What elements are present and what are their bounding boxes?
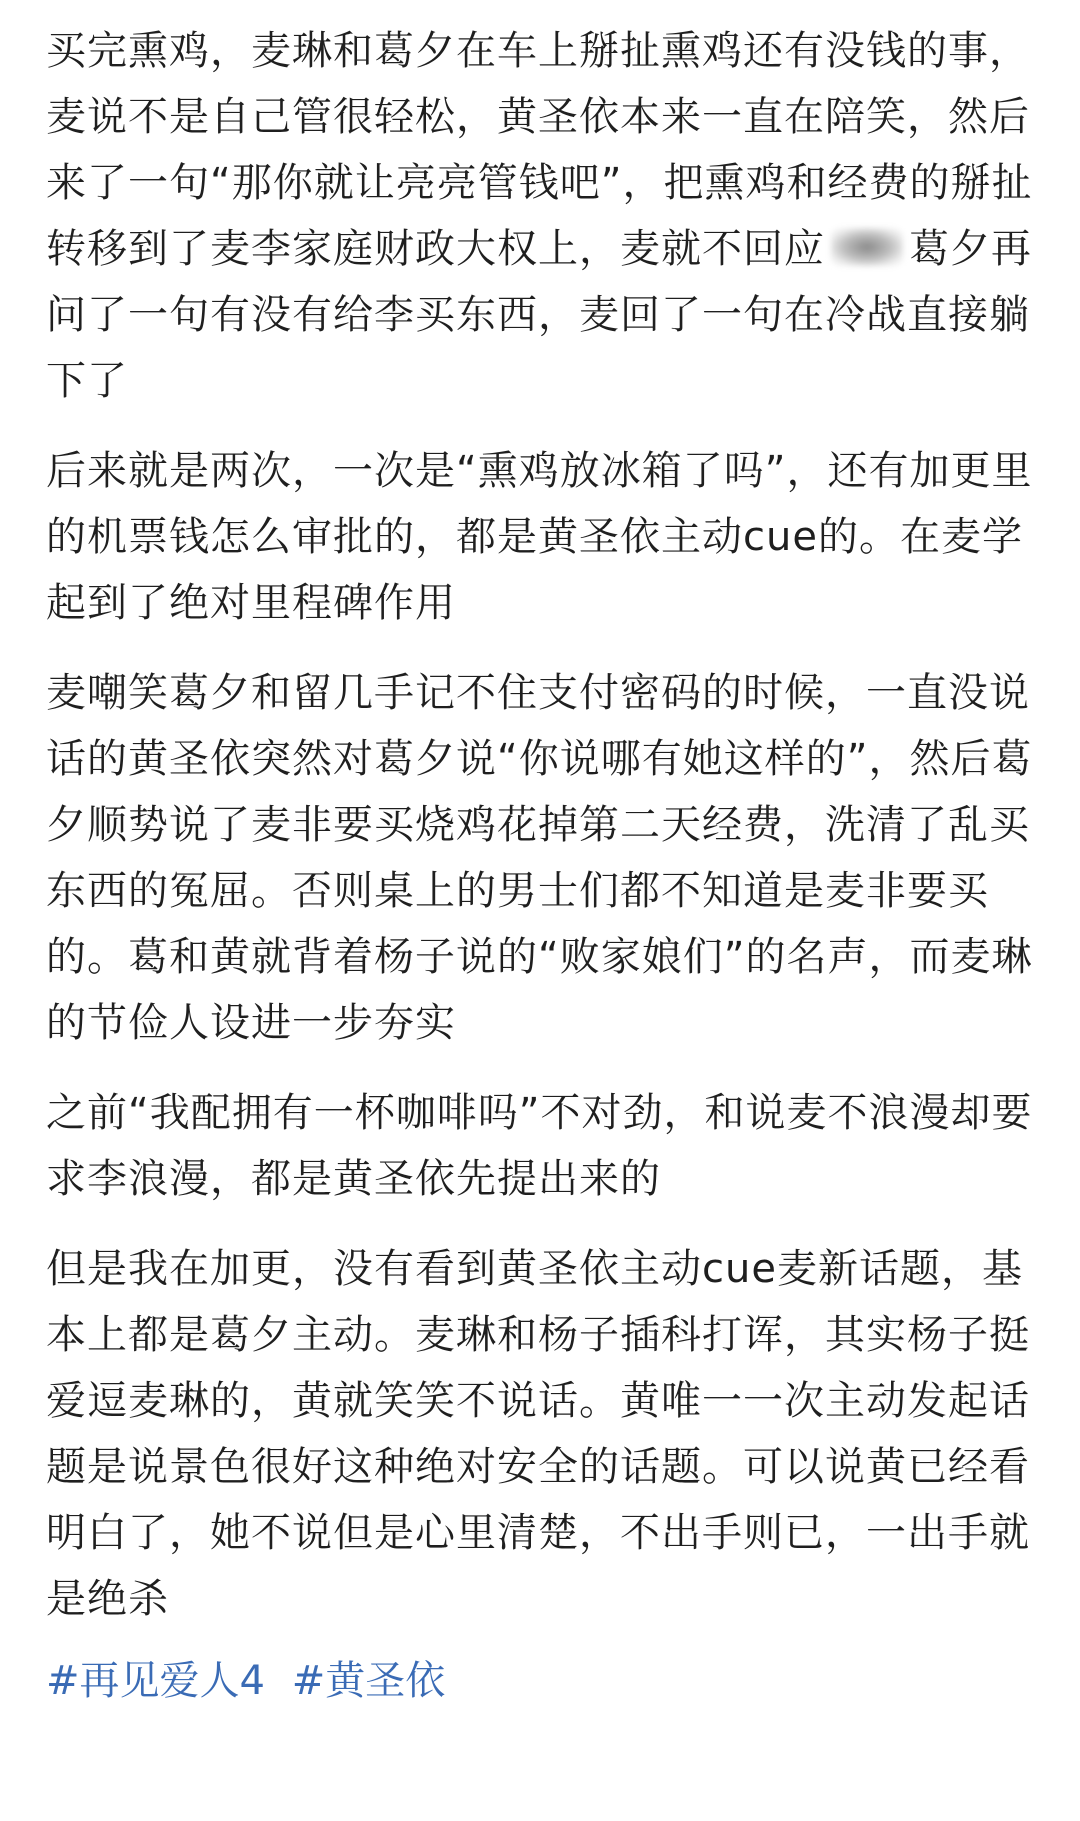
paragraph-1 (46, 18, 1034, 414)
hashtag-link[interactable]: #黄圣依 (291, 1658, 446, 1704)
hashtag-link[interactable]: #再见爱人4 (46, 1658, 265, 1704)
paragraph-3: 麦嘲笑葛夕和留几手记不住支付密码的时候，一直没说话的黄圣依突然对葛夕说“你说哪有她这样的”，然后葛夕顺势说了麦非要买烧鸡花掉第二天经费，洗清了乱买东西的冤屈。否则桌上的男士们都不知道是麦非要买的。葛和黄就背着杨子说的“败家娘们”的名声，而麦琳的节俭人设进一步夯实 (46, 670, 1033, 1046)
blurred-emoji-icon (831, 228, 903, 266)
paragraph-1-text-before: 买完熏鸡，麦琳和葛夕在车上掰扯熏鸡还有没钱的事，麦说不是自己管很轻松，黄圣依本来一直在陪笑，然后来了一句“那你就让亮亮管钱吧”，把熏鸡和经费的掰扯转移到了麦李家庭财政大权上，麦就不回应 (46, 28, 1033, 272)
hashtag-row (46, 1648, 1034, 1714)
paragraph-1-text-after: 葛夕再问了一句有没有给李买东西，麦回了一句在冷战直接躺下了 (46, 226, 1032, 404)
paragraph-5: 但是我在加更，没有看到黄圣依主动cue麦新话题，基本上都是葛夕主动。麦琳和杨子插科打诨，其实杨子挺爱逗麦琳的，黄就笑笑不说话。黄唯一一次主动发起话题是说景色很好这种绝对安全的话题。可以说黄已经看明白了，她不说但是心里清楚，不出手则已，一出手就是绝杀 (46, 1246, 1030, 1622)
paragraph-2: 后来就是两次，一次是“熏鸡放冰箱了吗”，还有加更里的机票钱怎么审批的，都是黄圣依主动cue的。在麦学起到了绝对里程碑作用 (46, 448, 1033, 626)
paragraph-4: 之前“我配拥有一杯咖啡吗”不对劲，和说麦不浪漫却要求李浪漫，都是黄圣依先提出来的 (46, 1090, 1033, 1202)
